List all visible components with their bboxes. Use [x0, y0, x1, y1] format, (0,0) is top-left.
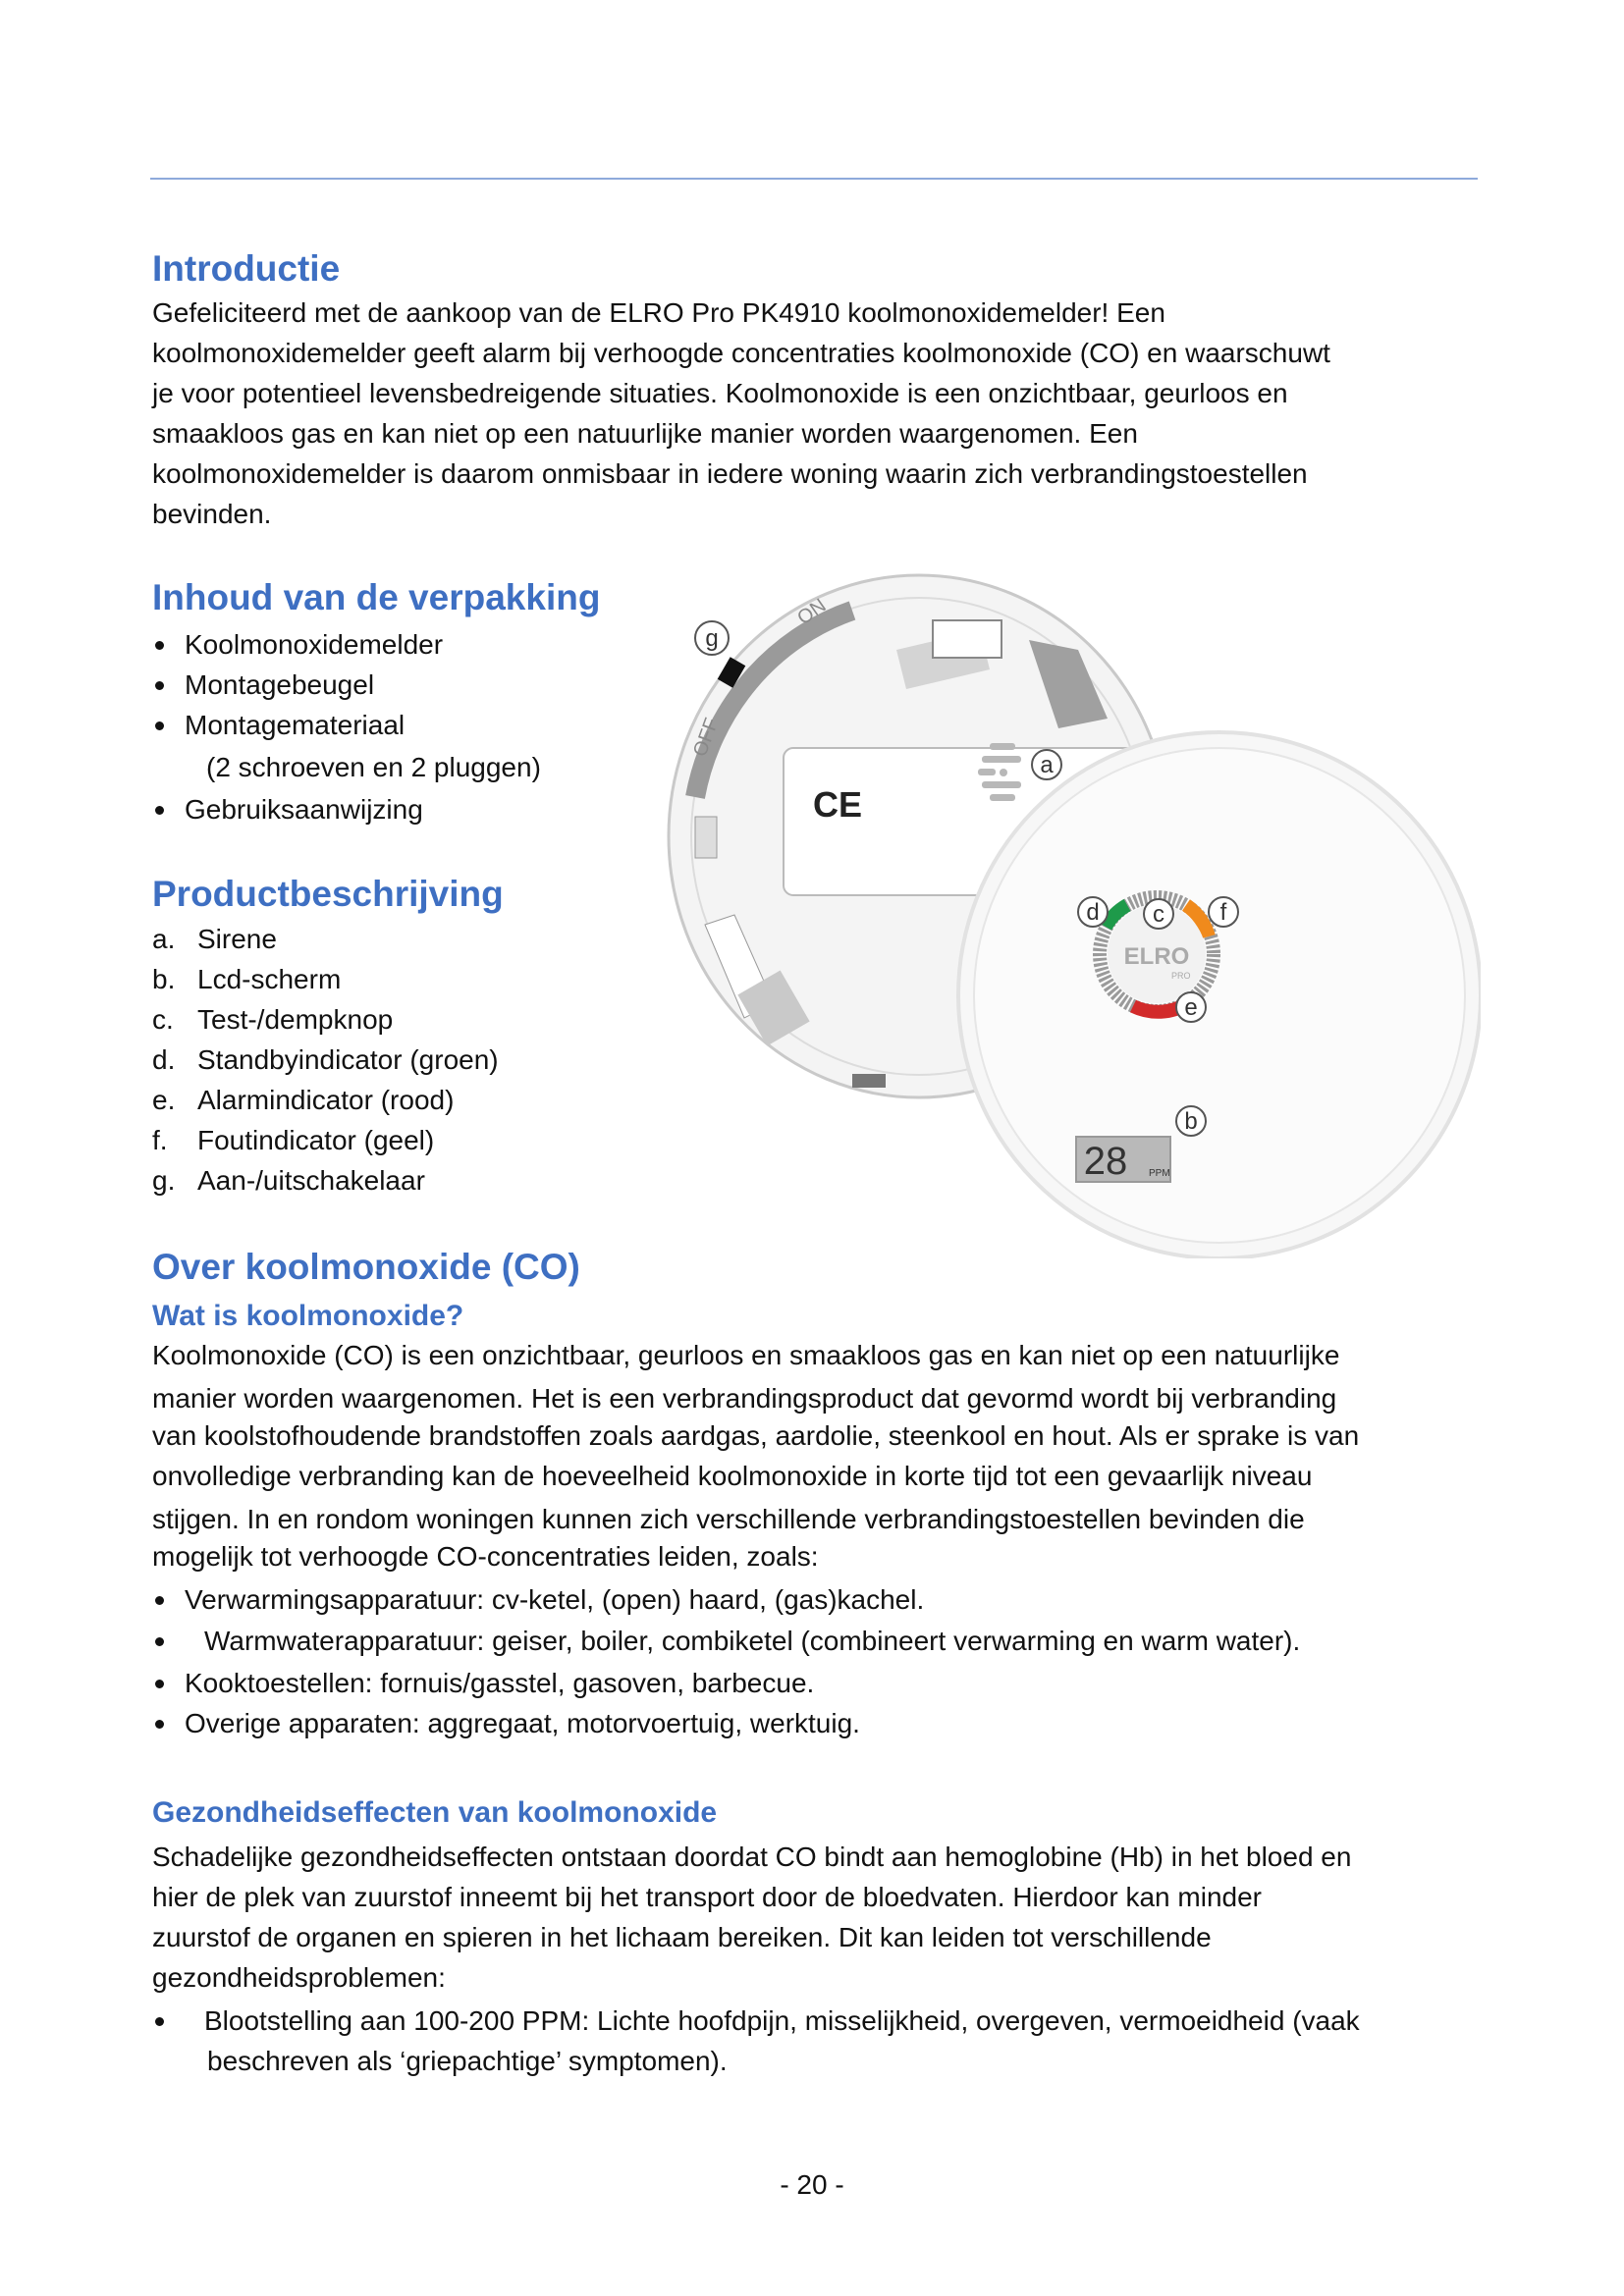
lcd-value: 28	[1083, 1140, 1128, 1183]
product-item: f. Foutindicator (geel)	[152, 1125, 435, 1155]
product-list	[152, 919, 499, 1201]
product-heading: Productbeschrijving	[152, 874, 504, 914]
svg-text:d: d	[1086, 899, 1100, 926]
text-line: stijgen. In en rondom woningen kunnen zich verschillende verbrandingstoestellen bevinden die	[152, 1504, 1305, 1534]
text-line: koolmonoxidemelder is daarom onmisbaar in iedere woning waarin zich verbrandingstoestellen	[152, 458, 1308, 489]
svg-text:PRO: PRO	[1171, 971, 1191, 981]
svg-text:c: c	[1153, 901, 1164, 928]
text-line: van koolstofhoudende brandstoffen zoals aardgas, aardolie, steenkool en hout. Als er sprake is van	[152, 1420, 1360, 1451]
list-item: Warmwaterapparatuur: geiser, boiler, combiketel (combineert verwarming en warm water).	[152, 1621, 1300, 1661]
health-paragraph	[152, 1837, 1351, 1998]
text-line: gezondheidsproblemen:	[152, 1962, 446, 1993]
list-item-continuation: (2 schroeven en 2 pluggen)	[206, 752, 541, 782]
header-rule	[150, 178, 1478, 180]
text-line: bevinden.	[152, 499, 272, 529]
switch-on-label: ON	[793, 594, 831, 630]
text-line: je voor potentieel levensbedreigende situaties. Koolmonoxide is een onzichtbaar, geurloos en	[152, 378, 1288, 408]
text-line: Gefeliciteerd met de aankoop van de ELRO Pro PK4910 koolmonoxidemelder! Een	[152, 297, 1165, 328]
svg-text:g: g	[705, 625, 719, 652]
list-item: Montagemateriaal	[152, 705, 541, 745]
product-item: a. Sirene	[152, 924, 277, 954]
text-line: mogelijk tot verhoogde CO-concentraties leiden, zoals:	[152, 1541, 819, 1572]
svg-text:PPM: PPM	[1149, 1168, 1170, 1179]
list-item: Overige apparaten: aggregaat, motorvoertuig, werktuig.	[152, 1703, 1300, 1743]
intro-paragraph	[152, 293, 1330, 534]
list-item: Gebruiksaanwijzing	[152, 789, 541, 829]
about-bullets	[152, 1579, 1300, 1743]
text-line: manier worden waargenomen. Het is een verbrandingsproduct dat gevormd wordt bij verbranding	[152, 1383, 1337, 1414]
contents-list	[152, 624, 541, 829]
product-item: g. Aan-/uitschakelaar	[152, 1165, 425, 1196]
about-paragraph	[152, 1335, 1359, 1576]
about-heading: Over koolmonoxide (CO)	[152, 1247, 580, 1287]
list-item-continuation: beschreven als ‘griepachtige’ symptomen).	[207, 2046, 728, 2076]
text-line: Koolmonoxide (CO) is een onzichtbaar, geurloos en smaakloos gas en kan niet op een natuurlijke	[152, 1340, 1340, 1370]
list-item: Verwarmingsapparatuur: cv-ketel, (open) haard, (gas)kachel.	[152, 1579, 1300, 1620]
list-item: Montagebeugel	[152, 665, 541, 705]
svg-text:b: b	[1184, 1108, 1198, 1135]
product-item: b. Lcd-scherm	[152, 964, 342, 994]
co-detector-figure	[666, 571, 1481, 1258]
svg-text:f: f	[1219, 899, 1227, 926]
product-item: c. Test-/dempknop	[152, 1004, 394, 1035]
list-item: Kooktoestellen: fornuis/gasstel, gasoven, barbecue.	[152, 1663, 1300, 1703]
text-line: koolmonoxidemelder geeft alarm bij verhoogde concentraties koolmonoxide (CO) en waarschuwt	[152, 338, 1330, 368]
health-bullets	[152, 2001, 1360, 2081]
product-item: d. Standbyindicator (groen)	[152, 1044, 499, 1075]
health-subheading: Gezondheidseffecten van koolmonoxide	[152, 1796, 718, 1829]
brand-logo: ELRO	[1123, 943, 1190, 970]
intro-heading: Introductie	[152, 248, 341, 289]
list-item: Blootstelling aan 100-200 PPM: Lichte hoofdpijn, misselijkheid, overgeven, vermoeidheid (vaak	[152, 2001, 1360, 2041]
detector-front	[958, 732, 1481, 1258]
text-line: Schadelijke gezondheidseffecten ontstaan doordat CO bindt aan hemoglobine (Hb) in het bloed en	[152, 1842, 1352, 1872]
switch-off-label: OFF	[689, 715, 724, 760]
text-line: zuurstof de organen en spieren in het lichaam bereiken. Dit kan leiden tot verschillende	[152, 1922, 1212, 1952]
list-item: Koolmonoxidemelder	[152, 624, 541, 665]
page-number: - 20 -	[780, 2169, 844, 2200]
text-line: onvolledige verbranding kan de hoeveelheid koolmonoxide in korte tijd tot een gevaarlijk niveau	[152, 1461, 1313, 1491]
svg-text:a: a	[1040, 752, 1054, 778]
product-item: e. Alarmindicator (rood)	[152, 1085, 455, 1115]
svg-text:e: e	[1184, 994, 1198, 1021]
ce-mark-icon: CE	[813, 784, 863, 825]
contents-heading: Inhoud van de verpakking	[152, 577, 601, 617]
text-line: hier de plek van zuurstof inneemt bij het transport door de bloedvaten. Hierdoor kan minder	[152, 1882, 1262, 1912]
about-subheading: Wat is koolmonoxide?	[152, 1300, 464, 1332]
text-line: smaakloos gas en kan niet op een natuurlijke manier worden waargenomen. Een	[152, 418, 1138, 449]
